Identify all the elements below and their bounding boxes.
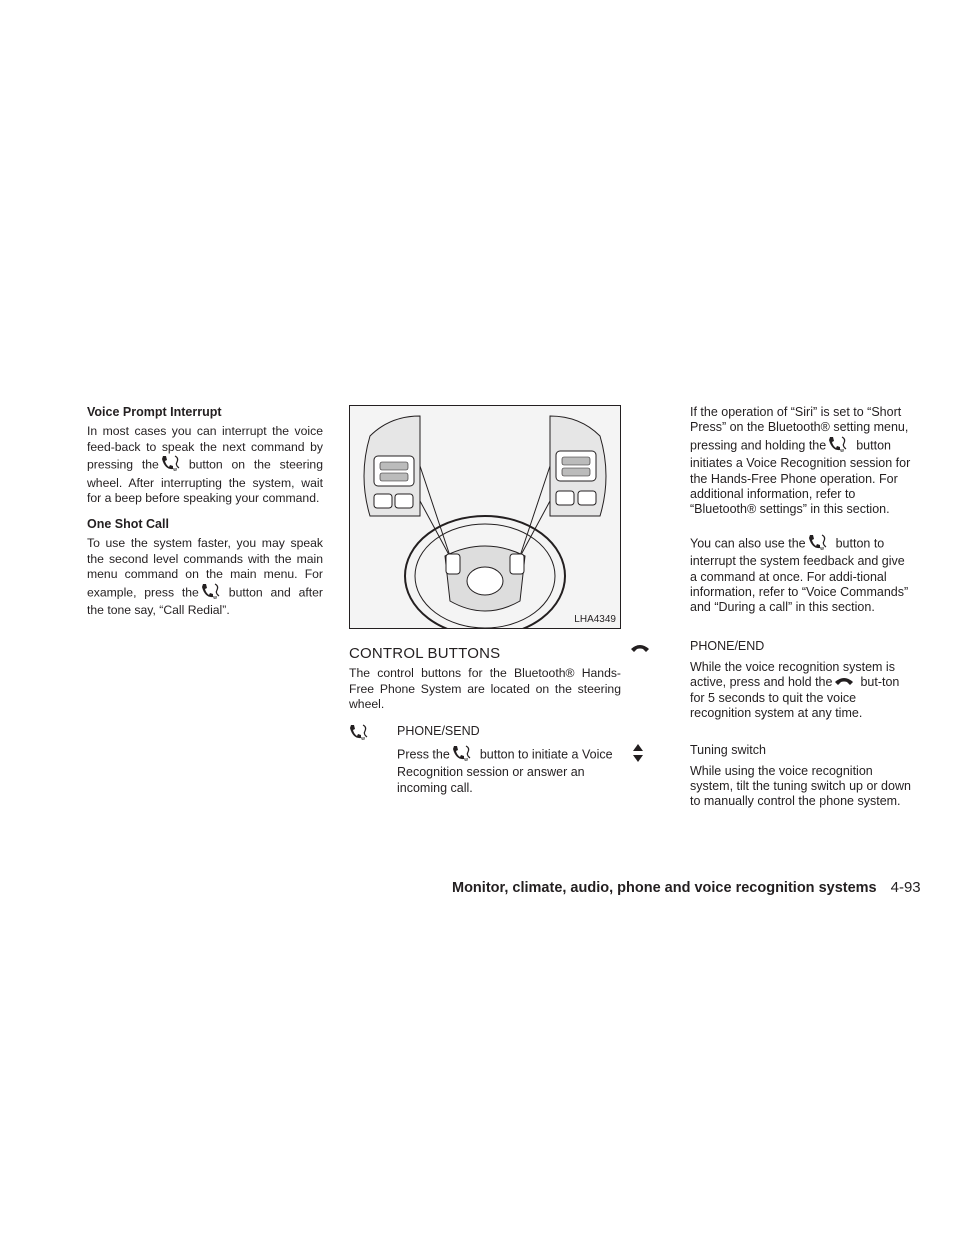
tuning-switch-text: While using the voice recognition system, tilt the tuning switch up or down to manually control the phone system. bbox=[690, 763, 911, 809]
siri-p1-b: button initiates a Voice Recognition session for the Hands-Free Phone operation. For additional information, refer to “Bluetooth® settings” in this section. bbox=[690, 438, 911, 517]
siri-p2-b: button to interrupt the system feedback and give a command at once. For addi-tional information, refer to “Voice Commands” and “During a call” in this section. bbox=[690, 536, 909, 615]
right-column bbox=[690, 405, 912, 810]
phone-hangup-icon bbox=[630, 640, 650, 658]
control-buttons-heading: CONTROL BUTTONS bbox=[349, 645, 501, 662]
steering-wheel-drawing bbox=[350, 406, 620, 628]
page-number: 4-93 bbox=[890, 879, 921, 896]
svg-text:w: w bbox=[361, 735, 366, 741]
figure-label: LHA4349 bbox=[574, 614, 616, 625]
svg-text:w: w bbox=[463, 756, 468, 761]
phone-talk-icon bbox=[828, 436, 850, 456]
svg-text:w: w bbox=[172, 467, 177, 472]
phone-hangup-icon bbox=[834, 675, 854, 690]
siri-p1-a: If the operation of “Siri” is set to “Short Press” on the Bluetooth® setting menu, pressing and holding the bbox=[690, 405, 909, 453]
phone-send-text-b: button to initiate a Voice Recognition session or answer an incoming call. bbox=[397, 747, 613, 795]
siri-p2-a: You can also use the bbox=[690, 536, 806, 551]
phone-end-text-a: While the voice recognition system is active, press and hold the bbox=[690, 659, 895, 690]
phone-end-text bbox=[690, 660, 912, 722]
oneshot-text-part-a: To use the system faster, you may speak the second level commands with the main menu command on the main menu. For example, press the bbox=[87, 535, 323, 600]
phone-talk-icon bbox=[452, 745, 474, 765]
voice-text-part-a: In most cases you can interrupt the voice feed-back to speak the next command by pressing the bbox=[87, 424, 323, 472]
phone-send-title: PHONE/SEND bbox=[397, 723, 480, 738]
phone-end-text-b: but-ton for 5 seconds to quit the voice recognition system at any time. bbox=[690, 675, 900, 721]
oneshot-text-part-b: button and after the tone say, “Call Redial”. bbox=[87, 585, 323, 618]
siri-paragraph-1 bbox=[690, 405, 912, 518]
svg-text:w: w bbox=[819, 545, 824, 550]
voice-prompt-interrupt-text bbox=[87, 424, 323, 507]
svg-text:w: w bbox=[212, 594, 217, 599]
left-column bbox=[87, 405, 323, 619]
phone-end-entry bbox=[690, 638, 912, 722]
voice-prompt-interrupt-heading: Voice Prompt Interrupt bbox=[87, 405, 222, 419]
voice-text-part-b: button on the steering wheel. After interrupting the system, wait for a beep before speaking your command. bbox=[87, 457, 323, 506]
phone-end-title: PHONE/END bbox=[690, 638, 765, 653]
footer-section-title: Monitor, climate, audio, phone and voice recognition systems bbox=[452, 880, 877, 896]
phone-send-text-a: Press the bbox=[397, 747, 450, 762]
svg-text:w: w bbox=[840, 447, 845, 452]
middle-column bbox=[349, 405, 621, 796]
siri-paragraph-2 bbox=[690, 534, 912, 616]
phone-talk-icon bbox=[808, 534, 830, 554]
phone-talk-icon bbox=[349, 723, 371, 746]
one-shot-call-text bbox=[87, 536, 323, 619]
tuning-switch-entry bbox=[690, 742, 912, 810]
one-shot-call-heading: One Shot Call bbox=[87, 516, 169, 531]
tuning-switch-title: Tuning switch bbox=[690, 742, 766, 757]
page-footer bbox=[452, 879, 921, 896]
phone-talk-icon bbox=[201, 583, 223, 604]
phone-send-entry bbox=[349, 723, 621, 796]
steering-wheel-illustration bbox=[349, 405, 621, 629]
up-down-arrows-icon bbox=[633, 744, 643, 767]
phone-talk-icon bbox=[161, 455, 183, 476]
phone-send-text bbox=[397, 745, 621, 796]
control-buttons-intro: The control buttons for the Bluetooth® Hands-Free Phone System are located on the steering wheel. bbox=[349, 666, 621, 712]
